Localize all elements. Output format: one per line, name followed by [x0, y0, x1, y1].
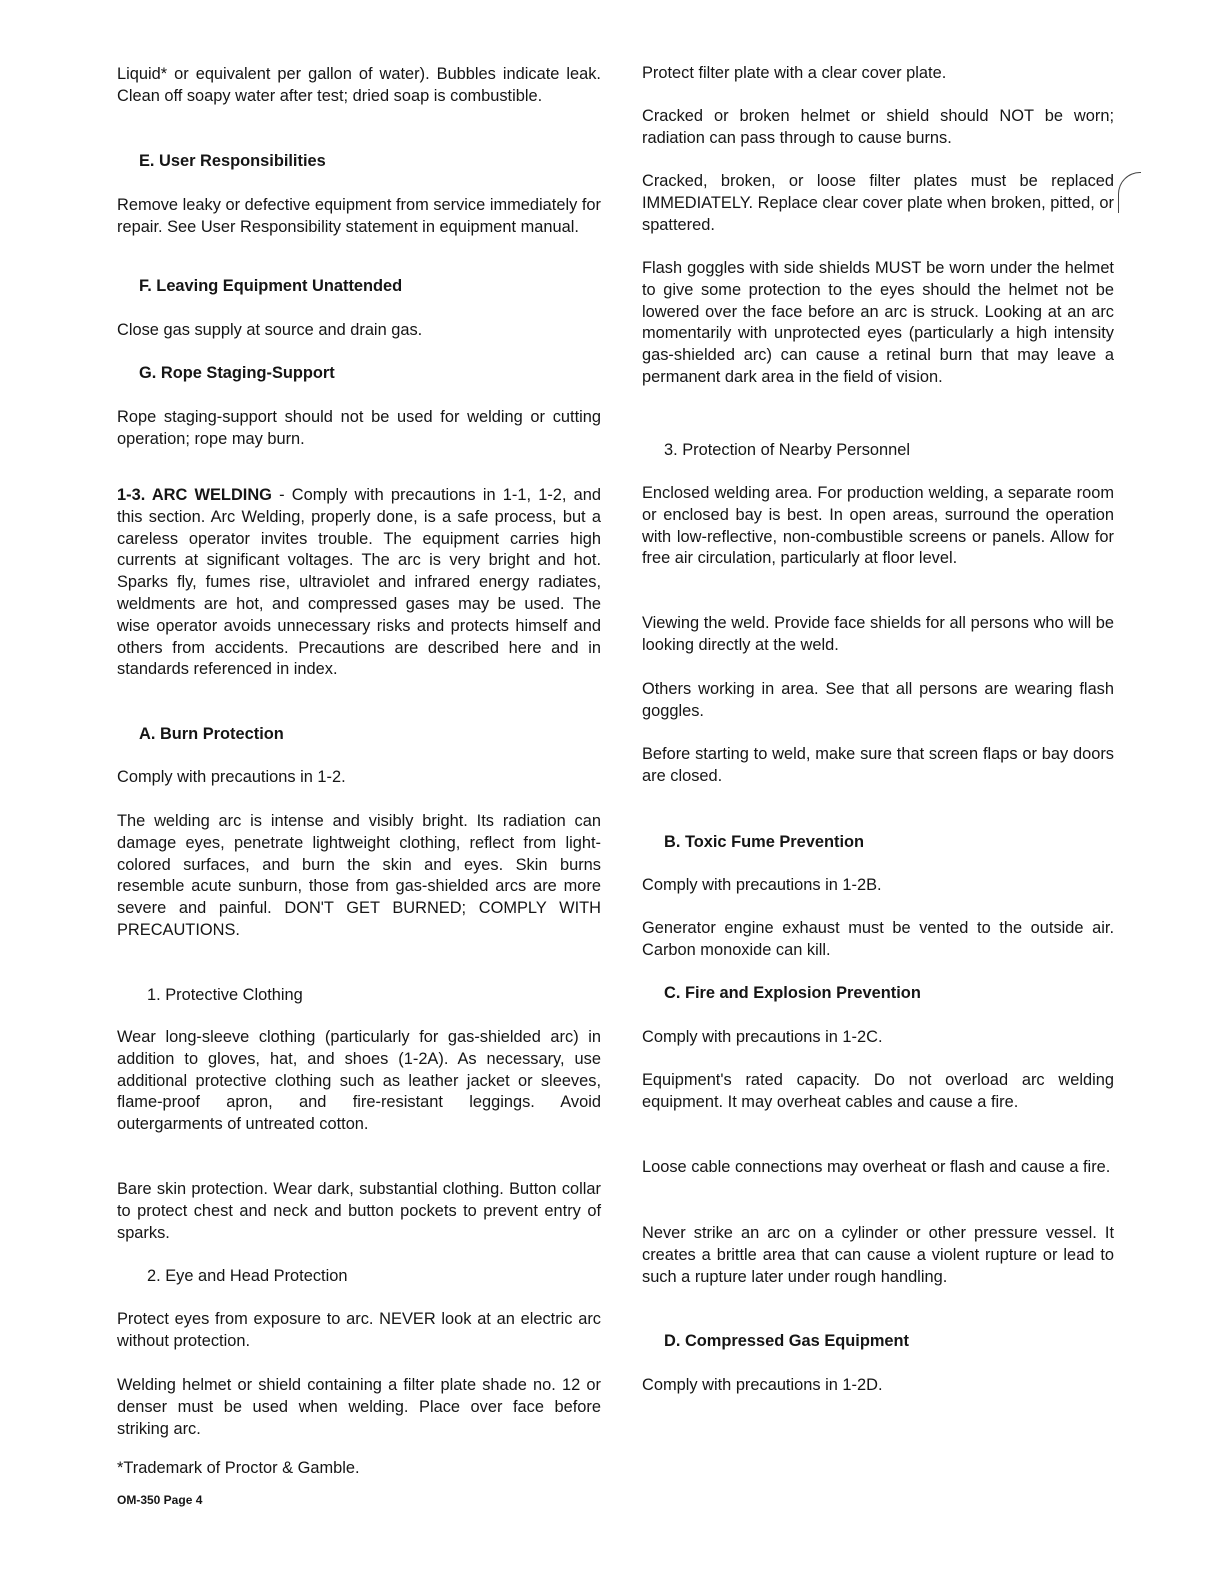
section-heading: B. Toxic Fume Prevention [664, 833, 865, 851]
paragraph: Flash goggles with side shields MUST be worn under the helmet to give some protection to the eyes should the helmet not be lowered over the face before an arc is struck. Looking at an arc momentarily with unprotected eyes (particularly a high intensity gas-shielded arc) can cause a retinal burn that may leave a permanent dark area in the field of vision. [642, 259, 1114, 386]
paragraph: Protect eyes from exposure to arc. NEVER look at an electric arc without protection. [117, 1310, 601, 1350]
numbered-item: 3. Protection of Nearby Personnel [664, 441, 910, 459]
numbered-item: 1. Protective Clothing [147, 986, 303, 1004]
paragraph: Welding helmet or shield containing a filter plate shade no. 12 or denser must be used when welding. Place over face before striking arc. [117, 1376, 601, 1438]
paragraph: Bare skin protection. Wear dark, substantial clothing. Button collar to protect chest and neck and button pockets to prevent entry of sparks. [117, 1180, 601, 1242]
paragraph: Liquid* or equivalent per gallon of water). Bubbles indicate leak. Clean off soapy water after test; dried soap is combustible. [117, 65, 601, 105]
paragraph: Cracked or broken helmet or shield should NOT be worn; radiation can pass through to cause burns. [642, 107, 1114, 147]
section-heading: D. Compressed Gas Equipment [664, 1332, 910, 1350]
paragraph: Equipment's rated capacity. Do not overload arc welding equipment. It may overheat cables and cause a fire. [642, 1071, 1114, 1111]
paragraph-text: - Comply with precautions in 1-1, 1-2, and this section. Arc Welding, properly done, is a safe process, but a careless operator invites trouble. The equipment carries high currents at significant voltages. The arc is very bright and hot. Sparks fly, fumes rise, ultraviolet and infrared energy radiates, weldments are hot, and compressed gases may be used. The wise operator avoids unnecessary risks and protects himself and others from accidents. Precautions are described here and in standards referenced in index. [117, 486, 601, 679]
paragraph: Comply with precautions in 1-2. [117, 768, 346, 786]
paragraph: Comply with precautions in 1-2C. [642, 1028, 883, 1046]
section-heading: A. Burn Protection [139, 725, 284, 743]
paragraph: Wear long-sleeve clothing (particularly for gas-shielded arc) in addition to gloves, hat, and shoes (1-2A). As necessary, use additional protective clothing such as leather jacket or sleeves, flame-proof apron, and fire-resistant leggings. Avoid outergarments of untreated cotton. [117, 1028, 601, 1134]
page-number: OM-350 Page 4 [117, 1493, 203, 1507]
section-heading: E. User Responsibilities [139, 152, 326, 170]
section-number-title: 1-3. ARC WELDING [117, 486, 272, 504]
paragraph: Loose cable connections may overheat or flash and cause a fire. [642, 1158, 1111, 1176]
paragraph: Viewing the weld. Provide face shields for all persons who will be looking directly at the weld. [642, 614, 1114, 654]
arc-welding-paragraph [117, 485, 601, 681]
paragraph: Before starting to weld, make sure that screen flaps or bay doors are closed. [642, 745, 1114, 785]
paragraph: Remove leaky or defective equipment from service immediately for repair. See User Responsibility statement in equipment manual. [117, 196, 601, 236]
paragraph: The welding arc is intense and visibly bright. Its radiation can damage eyes, penetrate lightweight clothing, reflect from light-colored surfaces, and burn the skin and eyes. Skin burns resemble acute sunburn, those from gas-shielded arcs are more severe and painful. DON'T GET BURNED; COMPLY WITH PRECAUTIONS. [117, 812, 601, 939]
section-heading: G. Rope Staging-Support [139, 364, 335, 382]
section-heading: C. Fire and Explosion Prevention [664, 984, 921, 1002]
paragraph: Rope staging-support should not be used for welding or cutting operation; rope may burn. [117, 408, 601, 448]
numbered-item: 2. Eye and Head Protection [147, 1267, 348, 1285]
margin-bracket-mark [1118, 172, 1141, 213]
footnote: *Trademark of Proctor & Gamble. [117, 1459, 360, 1477]
paragraph: Comply with precautions in 1-2B. [642, 876, 882, 894]
paragraph: Comply with precautions in 1-2D. [642, 1376, 883, 1394]
paragraph: Close gas supply at source and drain gas. [117, 321, 423, 339]
paragraph: Cracked, broken, or loose filter plates must be replaced IMMEDIATELY. Replace clear cover plate when broken, pitted, or spattered. [642, 172, 1114, 234]
paragraph: Protect filter plate with a clear cover plate. [642, 64, 947, 82]
section-heading: F. Leaving Equipment Unattended [139, 277, 403, 295]
paragraph: Generator engine exhaust must be vented to the outside air. Carbon monoxide can kill. [642, 919, 1114, 959]
paragraph: Never strike an arc on a cylinder or other pressure vessel. It creates a brittle area that can cause a violent rupture or lead to such a rupture later under rough handling. [642, 1224, 1114, 1286]
paragraph: Others working in area. See that all persons are wearing flash goggles. [642, 680, 1114, 720]
paragraph: Enclosed welding area. For production welding, a separate room or enclosed bay is best. In open areas, surround the operation with low-reflective, non-combustible screens or panels. Allow for free air circulation, particularly at floor level. [642, 484, 1114, 568]
